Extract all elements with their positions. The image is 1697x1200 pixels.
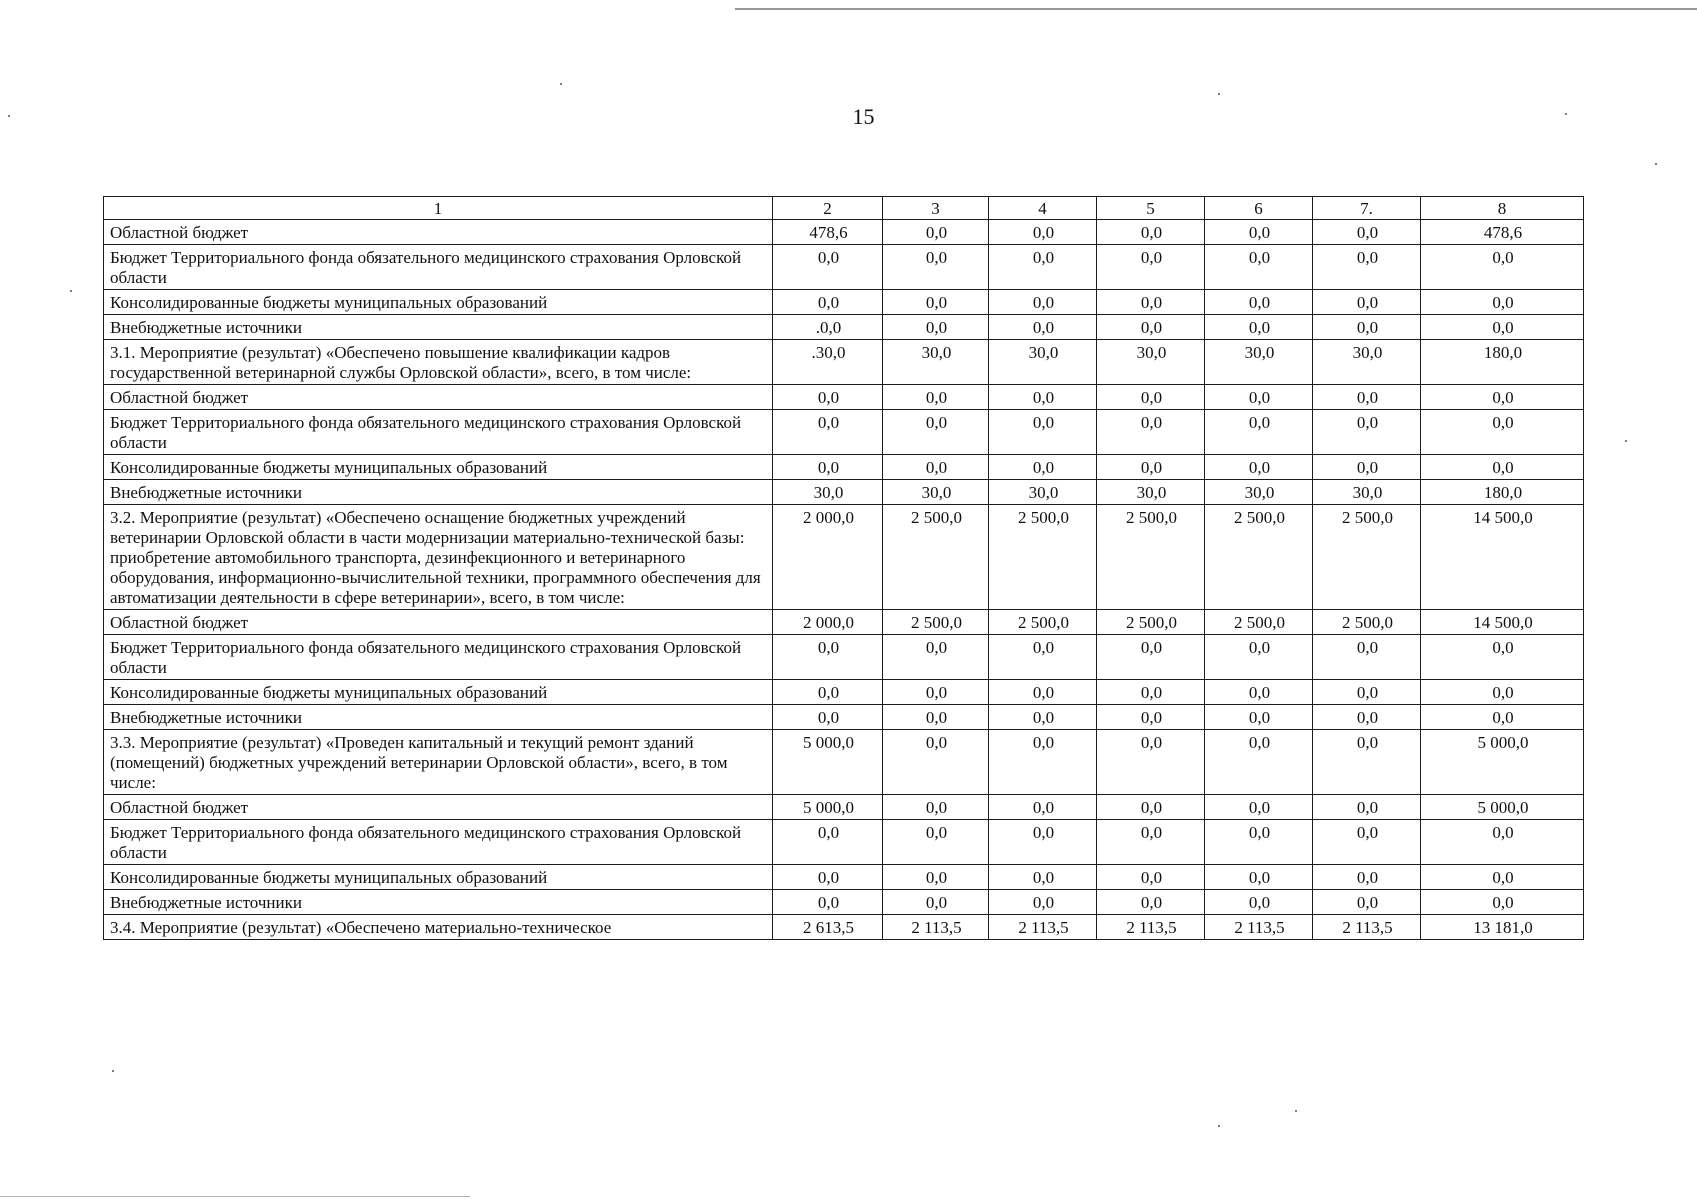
value-cell: 0,0: [1421, 315, 1584, 340]
row-description-cell: Областной бюджет: [104, 220, 773, 245]
value-cell: 2 113,5: [883, 915, 989, 940]
value-cell: 0,0: [1421, 385, 1584, 410]
value-cell: 0,0: [1097, 795, 1205, 820]
value-cell: 2 113,5: [1205, 915, 1313, 940]
value-cell: 0,0: [1421, 245, 1584, 290]
value-cell: 0,0: [1205, 290, 1313, 315]
value-cell: 0,0: [1421, 680, 1584, 705]
table-row: [104, 610, 1584, 635]
value-cell: 2 113,5: [1097, 915, 1205, 940]
value-cell: 0,0: [1097, 245, 1205, 290]
value-cell: 0,0: [883, 410, 989, 455]
value-cell: 2 500,0: [883, 610, 989, 635]
value-cell: 5 000,0: [773, 795, 883, 820]
table-row: [104, 505, 1584, 610]
column-header: 5: [1097, 197, 1205, 220]
value-cell: 30,0: [1313, 480, 1421, 505]
value-cell: 0,0: [1205, 820, 1313, 865]
value-cell: 0,0: [883, 865, 989, 890]
value-cell: 5 000,0: [1421, 730, 1584, 795]
scan-speck: [1218, 93, 1220, 95]
value-cell: 0,0: [1313, 635, 1421, 680]
value-cell: 30,0: [1097, 340, 1205, 385]
value-cell: 0,0: [989, 315, 1097, 340]
scan-speck: [1218, 1125, 1220, 1127]
value-cell: 5 000,0: [1421, 795, 1584, 820]
value-cell: 0,0: [883, 820, 989, 865]
row-description-cell: 3.4. Мероприятие (результат) «Обеспечено материально-техническое: [104, 915, 773, 940]
value-cell: 2 500,0: [989, 610, 1097, 635]
table-row: [104, 220, 1584, 245]
value-cell: 0,0: [773, 410, 883, 455]
value-cell: 0,0: [1097, 680, 1205, 705]
value-cell: 0,0: [989, 245, 1097, 290]
value-cell: 0,0: [1421, 865, 1584, 890]
value-cell: 0,0: [1313, 730, 1421, 795]
table-row: [104, 890, 1584, 915]
value-cell: 13 181,0: [1421, 915, 1584, 940]
value-cell: 0,0: [1313, 245, 1421, 290]
value-cell: 0,0: [1313, 290, 1421, 315]
value-cell: 0,0: [1097, 705, 1205, 730]
value-cell: 0,0: [989, 730, 1097, 795]
value-cell: 30,0: [1097, 480, 1205, 505]
value-cell: 2 500,0: [1313, 610, 1421, 635]
value-cell: 0,0: [1205, 455, 1313, 480]
value-cell: 0,0: [989, 220, 1097, 245]
value-cell: 0,0: [1421, 705, 1584, 730]
value-cell: 0,0: [1313, 455, 1421, 480]
value-cell: 2 500,0: [1313, 505, 1421, 610]
value-cell: 0,0: [1421, 290, 1584, 315]
column-header: 3: [883, 197, 989, 220]
table-row: [104, 480, 1584, 505]
table-row: [104, 730, 1584, 795]
row-description-cell: Областной бюджет: [104, 795, 773, 820]
table-row: [104, 290, 1584, 315]
value-cell: 0,0: [883, 290, 989, 315]
value-cell: 2 000,0: [773, 610, 883, 635]
value-cell: 0,0: [1097, 730, 1205, 795]
scan-speck: [1295, 1110, 1297, 1112]
value-cell: 0,0: [1313, 680, 1421, 705]
value-cell: 478,6: [1421, 220, 1584, 245]
value-cell: 2 113,5: [989, 915, 1097, 940]
value-cell: 0,0: [773, 245, 883, 290]
value-cell: 0,0: [1097, 865, 1205, 890]
page-number: 15: [852, 104, 875, 129]
value-cell: 0,0: [1097, 290, 1205, 315]
value-cell: 30,0: [989, 340, 1097, 385]
value-cell: 0,0: [1313, 795, 1421, 820]
value-cell: 0,0: [883, 455, 989, 480]
value-cell: 2 500,0: [883, 505, 989, 610]
value-cell: 30,0: [773, 480, 883, 505]
value-cell: 2 500,0: [989, 505, 1097, 610]
value-cell: 0,0: [1313, 315, 1421, 340]
value-cell: 0,0: [773, 865, 883, 890]
value-cell: 2 613,5: [773, 915, 883, 940]
value-cell: 0,0: [1313, 890, 1421, 915]
row-description-cell: Консолидированные бюджеты муниципальных образований: [104, 290, 773, 315]
value-cell: 0,0: [773, 290, 883, 315]
budget-table: [103, 196, 1584, 940]
value-cell: 2 500,0: [1097, 505, 1205, 610]
column-header: 2: [773, 197, 883, 220]
table-row: [104, 820, 1584, 865]
value-cell: 0,0: [1205, 410, 1313, 455]
value-cell: 180,0: [1421, 340, 1584, 385]
row-description-cell: Бюджет Территориального фонда обязательного медицинского страхования Орловской области: [104, 635, 773, 680]
value-cell: 5 000,0: [773, 730, 883, 795]
column-header: 7.: [1313, 197, 1421, 220]
value-cell: 0,0: [1205, 220, 1313, 245]
row-description-cell: Бюджет Территориального фонда обязательного медицинского страхования Орловской области: [104, 820, 773, 865]
value-cell: 0,0: [773, 455, 883, 480]
value-cell: 0,0: [1097, 385, 1205, 410]
scan-speck: [560, 83, 562, 85]
value-cell: 0,0: [1205, 245, 1313, 290]
value-cell: 30,0: [989, 480, 1097, 505]
row-description-cell: Областной бюджет: [104, 610, 773, 635]
value-cell: 180,0: [1421, 480, 1584, 505]
value-cell: 0,0: [773, 385, 883, 410]
table-row: [104, 410, 1584, 455]
value-cell: 0,0: [773, 635, 883, 680]
value-cell: 30,0: [883, 340, 989, 385]
row-description-cell: Бюджет Территориального фонда обязательного медицинского страхования Орловской области: [104, 245, 773, 290]
value-cell: 0,0: [1097, 890, 1205, 915]
row-description-cell: 3.3. Мероприятие (результат) «Проведен капитальный и текущий ремонт зданий (помещений) бюджетных учреждений ветеринарии Орловской области», всего, в том числе:: [104, 730, 773, 795]
value-cell: 0,0: [989, 680, 1097, 705]
value-cell: 30,0: [1205, 340, 1313, 385]
value-cell: 30,0: [883, 480, 989, 505]
value-cell: 0,0: [1205, 730, 1313, 795]
value-cell: 0,0: [883, 245, 989, 290]
value-cell: 0,0: [1313, 385, 1421, 410]
value-cell: 2 500,0: [1205, 505, 1313, 610]
value-cell: 0,0: [883, 220, 989, 245]
scan-edge-line-top: [735, 8, 1697, 10]
value-cell: 0,0: [1097, 315, 1205, 340]
column-header: 4: [989, 197, 1097, 220]
table-row: [104, 245, 1584, 290]
row-description-cell: 3.2. Мероприятие (результат) «Обеспечено оснащение бюджетных учреждений ветеринарии Орловской области в части модернизации материально-технической базы: приобретение автомобильного транспорта, дезинфекционного и ветеринарного оборудования, информационно-вычислительной техники, программного обеспечения для автоматизации деятельности в сфере ветеринарии», всего, в том числе:: [104, 505, 773, 610]
value-cell: 0,0: [1313, 705, 1421, 730]
table-row: [104, 315, 1584, 340]
value-cell: 30,0: [1205, 480, 1313, 505]
value-cell: 0,0: [1205, 315, 1313, 340]
table-row: [104, 865, 1584, 890]
value-cell: 0,0: [1313, 865, 1421, 890]
scan-speck: [8, 115, 10, 117]
value-cell: 0,0: [773, 820, 883, 865]
value-cell: 0,0: [1421, 455, 1584, 480]
column-header: 6: [1205, 197, 1313, 220]
value-cell: 0,0: [883, 315, 989, 340]
value-cell: 0,0: [989, 705, 1097, 730]
table-row: [104, 385, 1584, 410]
table-row: [104, 635, 1584, 680]
value-cell: 0,0: [773, 680, 883, 705]
value-cell: 0,0: [1205, 680, 1313, 705]
table-row: [104, 705, 1584, 730]
value-cell: 2 500,0: [1097, 610, 1205, 635]
value-cell: 0,0: [883, 680, 989, 705]
value-cell: 0,0: [989, 865, 1097, 890]
value-cell: 0,0: [1313, 820, 1421, 865]
row-description-cell: Внебюджетные источники: [104, 705, 773, 730]
value-cell: 0,0: [989, 635, 1097, 680]
table-row: [104, 455, 1584, 480]
scan-speck: [112, 1070, 114, 1072]
value-cell: 0,0: [1313, 220, 1421, 245]
value-cell: 0,0: [1205, 705, 1313, 730]
value-cell: 0,0: [1097, 220, 1205, 245]
value-cell: 2 000,0: [773, 505, 883, 610]
value-cell: 478,6: [773, 220, 883, 245]
table-row: [104, 915, 1584, 940]
table-row: [104, 795, 1584, 820]
scan-speck: [70, 290, 72, 292]
row-description-cell: Бюджет Территориального фонда обязательного медицинского страхования Орловской области: [104, 410, 773, 455]
value-cell: 0,0: [883, 795, 989, 820]
value-cell: 0,0: [883, 890, 989, 915]
table-row: [104, 340, 1584, 385]
value-cell: 2 113,5: [1313, 915, 1421, 940]
value-cell: 0,0: [883, 730, 989, 795]
row-description-cell: 3.1. Мероприятие (результат) «Обеспечено повышение квалификации кадров государственной ветеринарной службы Орловской области», всего, в том числе:: [104, 340, 773, 385]
row-description-cell: Консолидированные бюджеты муниципальных образований: [104, 455, 773, 480]
row-description-cell: Консолидированные бюджеты муниципальных образований: [104, 865, 773, 890]
column-header: 1: [104, 197, 773, 220]
value-cell: 0,0: [1205, 890, 1313, 915]
value-cell: 0,0: [773, 705, 883, 730]
row-description-cell: Внебюджетные источники: [104, 480, 773, 505]
value-cell: 0,0: [1421, 635, 1584, 680]
value-cell: 0,0: [1097, 635, 1205, 680]
value-cell: 14 500,0: [1421, 610, 1584, 635]
value-cell: 0,0: [1205, 385, 1313, 410]
value-cell: 0,0: [1205, 795, 1313, 820]
value-cell: 0,0: [989, 820, 1097, 865]
value-cell: 0,0: [1421, 890, 1584, 915]
row-description-cell: Консолидированные бюджеты муниципальных образований: [104, 680, 773, 705]
value-cell: 0,0: [883, 705, 989, 730]
column-header: 8: [1421, 197, 1584, 220]
row-description-cell: Внебюджетные источники: [104, 890, 773, 915]
table-row: [104, 680, 1584, 705]
value-cell: .30,0: [773, 340, 883, 385]
row-description-cell: Внебюджетные источники: [104, 315, 773, 340]
scan-speck: [1655, 163, 1657, 165]
value-cell: .0,0: [773, 315, 883, 340]
value-cell: 0,0: [989, 385, 1097, 410]
value-cell: 14 500,0: [1421, 505, 1584, 610]
scan-speck: [1625, 440, 1627, 442]
value-cell: 0,0: [1097, 820, 1205, 865]
value-cell: 0,0: [989, 795, 1097, 820]
value-cell: 0,0: [989, 410, 1097, 455]
value-cell: 0,0: [1097, 410, 1205, 455]
table-header-row: [104, 197, 1584, 220]
value-cell: 0,0: [989, 455, 1097, 480]
value-cell: 0,0: [1205, 635, 1313, 680]
value-cell: 0,0: [1313, 410, 1421, 455]
value-cell: 2 500,0: [1205, 610, 1313, 635]
value-cell: 30,0: [1313, 340, 1421, 385]
scan-edge-line-bottom: [0, 1196, 470, 1197]
value-cell: 0,0: [1421, 820, 1584, 865]
value-cell: 0,0: [883, 635, 989, 680]
row-description-cell: Областной бюджет: [104, 385, 773, 410]
value-cell: 0,0: [1205, 865, 1313, 890]
value-cell: 0,0: [1421, 410, 1584, 455]
value-cell: 0,0: [989, 890, 1097, 915]
scan-speck: [1565, 113, 1567, 115]
value-cell: 0,0: [989, 290, 1097, 315]
value-cell: 0,0: [1097, 455, 1205, 480]
value-cell: 0,0: [773, 890, 883, 915]
value-cell: 0,0: [883, 385, 989, 410]
